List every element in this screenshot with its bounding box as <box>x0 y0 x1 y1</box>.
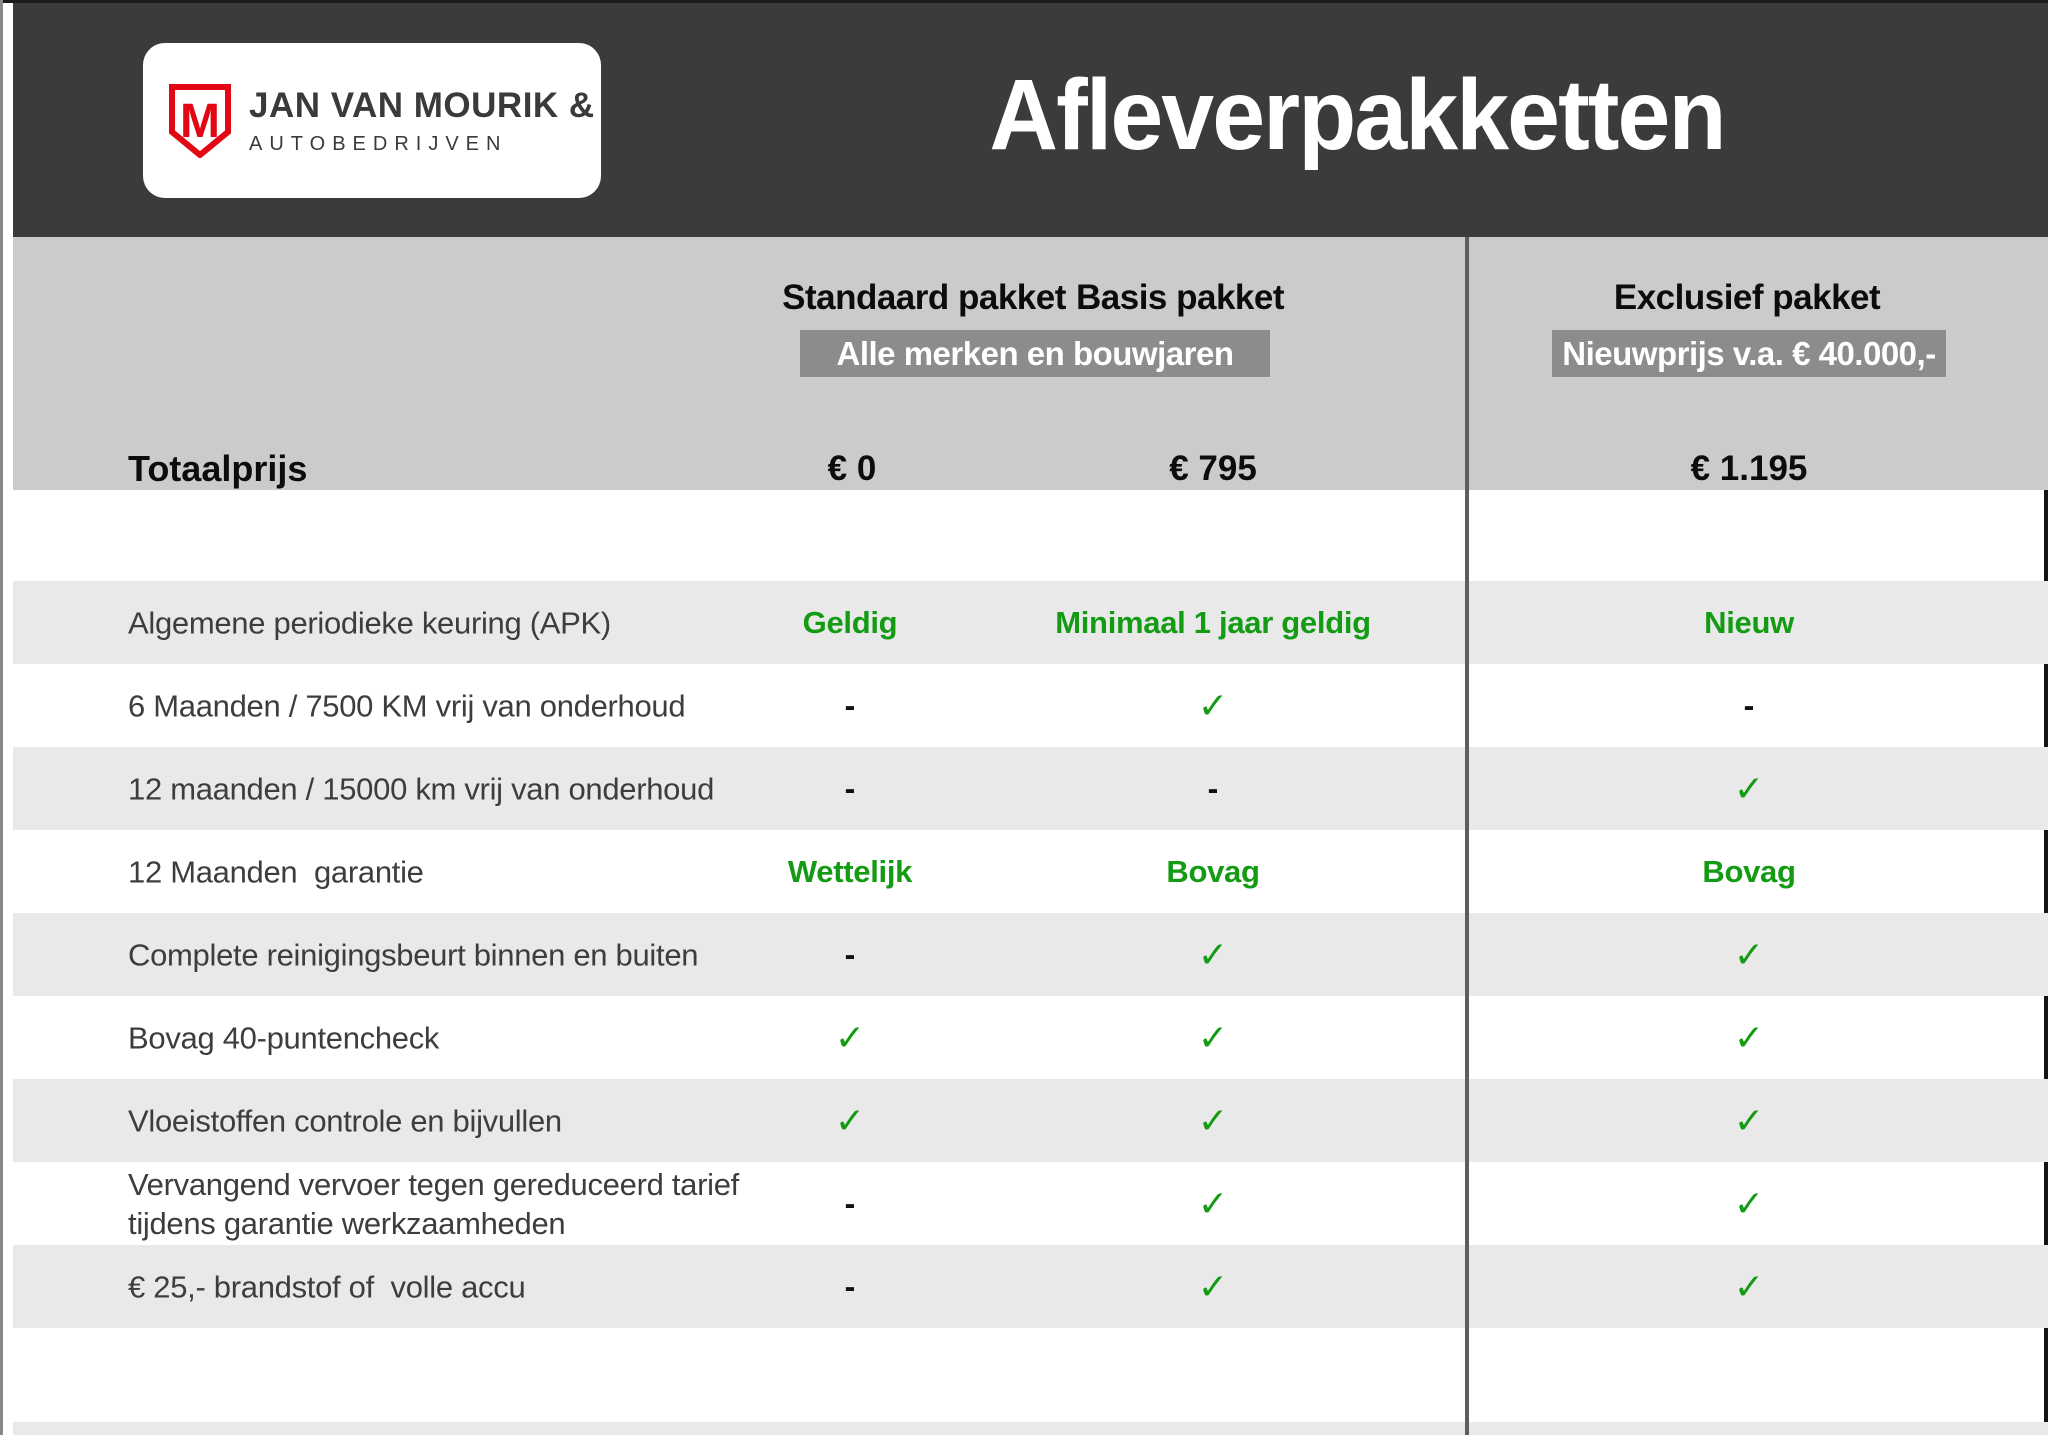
total-price-exclusief: € 1.195 <box>1690 449 1808 488</box>
column-header-basis: Basis pakket <box>1075 278 1285 317</box>
row-label: Algemene periodieke keuring (APK) <box>128 605 611 640</box>
row-label: 12 Maanden garantie <box>128 854 424 889</box>
cell-basis: ✓ <box>1197 1182 1229 1224</box>
table-row <box>13 747 2048 830</box>
cell-exclusief: ✓ <box>1733 1265 1765 1307</box>
row-label: 6 Maanden / 7500 KM vrij van onderhoud <box>128 688 686 723</box>
exclusief-divider-line <box>1465 237 1469 1435</box>
cell-exclusief: Bovag <box>1702 853 1796 889</box>
cell-basis: - <box>1207 770 1219 806</box>
cell-standaard: ✓ <box>834 1016 866 1058</box>
cell-standaard: - <box>844 687 856 723</box>
cell-standaard: - <box>844 936 856 972</box>
cell-basis: ✓ <box>1197 1265 1229 1307</box>
row-label: € 25,- brandstof of volle accu <box>128 1269 526 1304</box>
cell-standaard: - <box>844 1268 856 1304</box>
row-label: Vloeistoffen controle en bijvullen <box>128 1103 562 1138</box>
cell-exclusief: ✓ <box>1733 933 1765 975</box>
page-header <box>13 3 2048 237</box>
table-row <box>13 1245 2048 1328</box>
table-row <box>13 1162 2048 1245</box>
badge-alle-merken: Alle merken en bouwjaren <box>800 330 1270 377</box>
brand-logo <box>143 43 653 198</box>
page-title: Afleverpakketten <box>989 59 1725 171</box>
row-label: Complete reinigingsbeurt binnen en buiten <box>128 937 699 972</box>
totals-label: Totaalprijs <box>128 448 308 489</box>
table-row <box>13 913 2048 996</box>
shield-letter: M <box>180 94 220 148</box>
total-price-basis: € 795 <box>1169 449 1257 488</box>
cell-exclusief: ✓ <box>1733 1016 1765 1058</box>
cell-basis: ✓ <box>1197 933 1229 975</box>
cell-exclusief: - <box>1743 687 1755 723</box>
brand-name: JAN VAN MOURIK & ZN <box>249 85 653 125</box>
cell-standaard: - <box>844 770 856 806</box>
brand-subtitle: AUTOBEDRIJVEN <box>249 132 508 155</box>
table-row <box>13 1079 2048 1162</box>
column-header-exclusief: Exclusief pakket <box>1613 278 1881 317</box>
cell-basis: ✓ <box>1197 684 1229 726</box>
cell-exclusief: ✓ <box>1733 1099 1765 1141</box>
brand-text <box>249 86 653 156</box>
cell-standaard: Geldig <box>802 604 898 640</box>
cell-exclusief: Nieuw <box>1704 604 1794 640</box>
cell-basis: ✓ <box>1197 1016 1229 1058</box>
bottom-strip <box>13 1422 2048 1435</box>
cell-exclusief: ✓ <box>1733 1182 1765 1224</box>
table-row <box>13 830 2048 913</box>
cell-basis: Minimaal 1 jaar geldig <box>1055 604 1371 640</box>
badge-nieuwprijs: Nieuwprijs v.a. € 40.000,- <box>1552 330 1946 377</box>
top-border-line <box>0 0 2048 3</box>
table-row <box>13 664 2048 747</box>
cell-standaard: Wettelijk <box>787 853 913 889</box>
row-label: Bovag 40-puntencheck <box>128 1020 440 1055</box>
total-price-standaard: € 0 <box>827 449 877 488</box>
row-label: Vervangend vervoer tegen gereduceerd tarief tijdens garantie werkzaamheden <box>128 1166 739 1241</box>
cell-standaard: ✓ <box>834 1099 866 1141</box>
table-row <box>13 996 2048 1079</box>
left-border-line <box>0 0 3 1435</box>
table-row <box>13 581 2048 664</box>
brand-shield-icon <box>169 84 231 158</box>
cell-basis: Bovag <box>1166 853 1260 889</box>
row-label: 12 maanden / 15000 km vrij van onderhoud <box>128 771 715 806</box>
cell-standaard: - <box>844 1185 856 1221</box>
cell-exclusief: ✓ <box>1733 767 1765 809</box>
cell-basis: ✓ <box>1197 1099 1229 1141</box>
column-header-standaard: Standaard pakket <box>782 278 1066 317</box>
